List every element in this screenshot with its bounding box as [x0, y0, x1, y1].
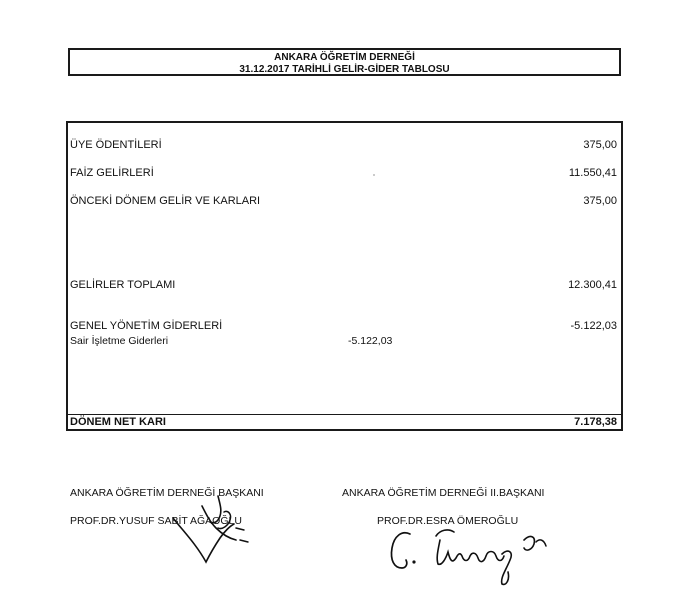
row-interest-income [70, 166, 617, 180]
row-label: GENEL YÖNETİM GİDERLERİ [70, 320, 223, 332]
row-sub-amount: -5.122,03 [348, 335, 393, 347]
left-signatory-title: ANKARA ÖĞRETİM DERNEĞİ BAŞKANI [70, 487, 264, 499]
row-member-dues [70, 138, 617, 152]
row-amount: -5.122,03 [570, 320, 617, 332]
row-label: FAİZ GELİRLERİ [70, 167, 154, 179]
income-expense-table [66, 121, 623, 431]
left-handwritten-signature [170, 492, 260, 572]
row-total-income [70, 278, 617, 292]
row-label: GELİRLER TOPLAMI [70, 279, 176, 291]
row-label: ÜYE ÖDENTİLERİ [70, 139, 162, 151]
row-label: ÖNCEKİ DÖNEM GELİR VE KARLARI [70, 195, 261, 207]
row-other-operating-expenses [70, 334, 617, 348]
row-label: Sair İşletme Giderleri [70, 335, 169, 347]
right-signatory-name: PROF.DR.ESRA ÖMEROĞLU [377, 515, 519, 527]
row-amount: 12.300,41 [568, 279, 617, 291]
row-net-profit [70, 415, 617, 429]
organization-name: ANKARA ÖĞRETİM DERNEĞİ [274, 52, 415, 63]
statement-subtitle: 31.12.2017 TARİHLİ GELİR-GİDER TABLOSU [239, 64, 450, 75]
statement-title-box [68, 48, 621, 76]
row-label: DÖNEM NET KARI [70, 416, 166, 428]
row-prior-period-income [70, 194, 617, 208]
row-general-admin-expenses [70, 319, 617, 333]
left-signatory-name: PROF.DR.YUSUF SABİT AĞAOĞLU [70, 515, 242, 527]
row-amount: 11.550,41 [568, 167, 617, 179]
right-signatory-title: ANKARA ÖĞRETİM DERNEĞİ II.BAŞKANI [342, 487, 545, 499]
right-handwritten-signature [384, 518, 564, 588]
row-amount: 375,00 [583, 195, 617, 207]
row-amount: 375,00 [583, 139, 617, 151]
row-amount: 7.178,38 [574, 416, 617, 428]
